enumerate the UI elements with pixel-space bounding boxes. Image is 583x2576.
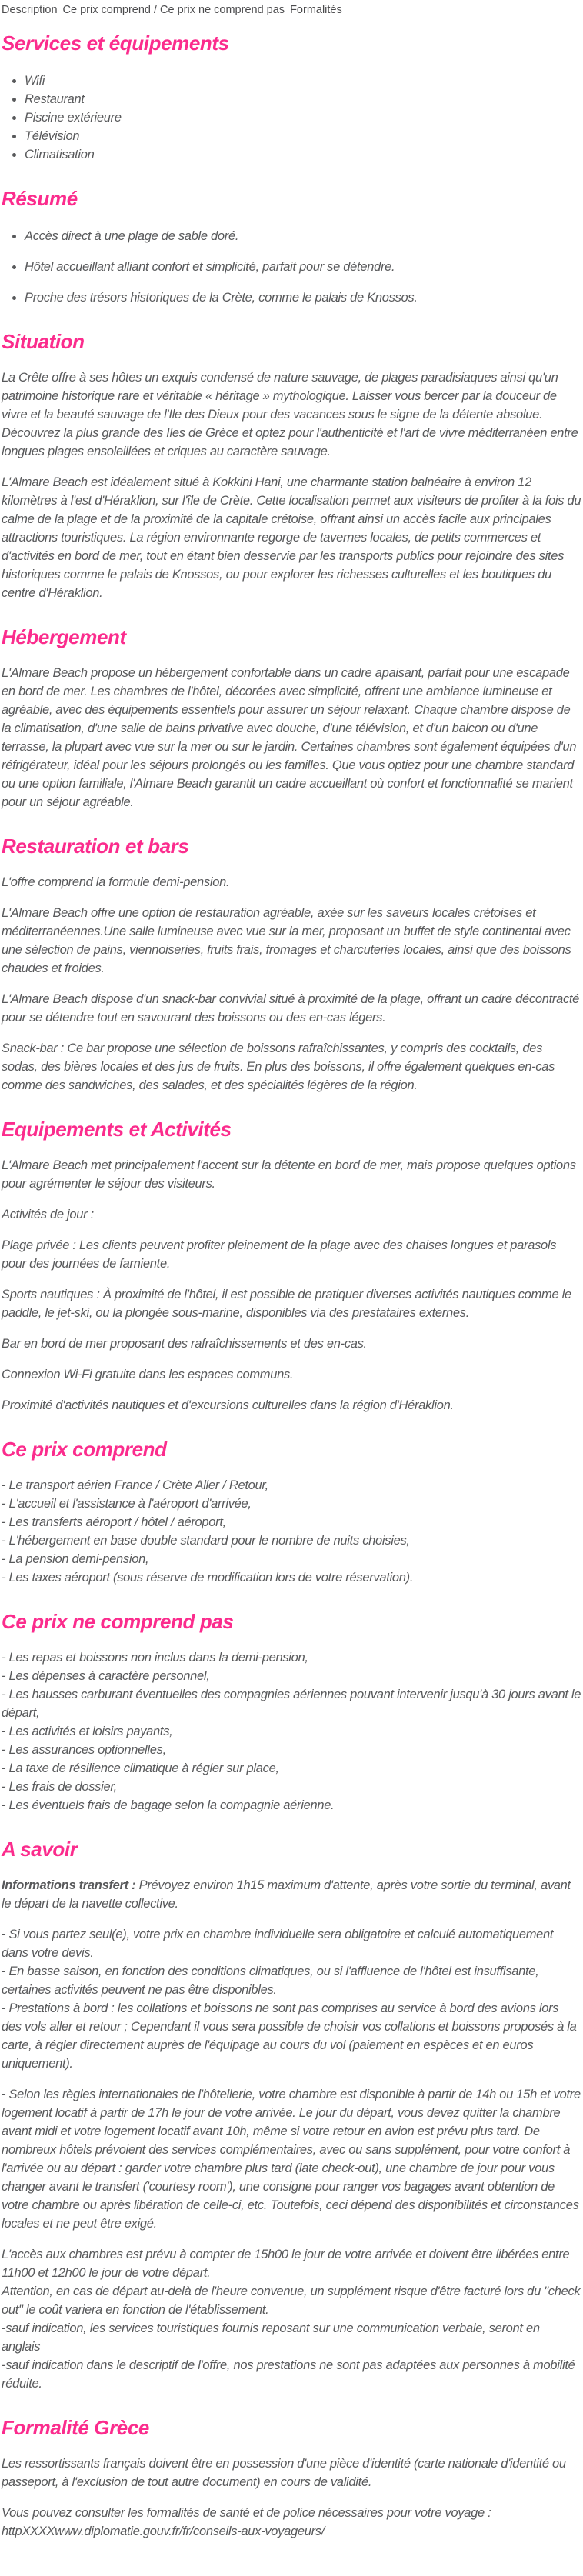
note-item: Attention, en cas de départ au-delà de l'heure convenue, un supplément risque d'être facturé lors du "check out" le coût variera en fonction de l'établissement. — [2, 2284, 581, 2317]
paragraph: Proximité d'activités nautiques et d'excursions culturelles dans la région d'Héraklion. — [2, 1398, 454, 1412]
section-title-services: Services et équipements — [2, 32, 229, 55]
section-title-hebergement: Hébergement — [2, 625, 126, 648]
list-item: - Les taxes aéroport (sous réserve de modification lors de votre réservation). — [2, 1571, 414, 1585]
list-item: - Les activités et loisirs payants, — [2, 1725, 173, 1738]
paragraph: Snack-bar : Ce bar propose une sélection de boissons rafraîchissantes, y compris des cocktails, des sodas, des bières locales et des jus de fruits. En plus des boissons, il offre également quelques en-cas comme des sandwiches, des salades, et des spécialités légères de la région. — [2, 1041, 555, 1092]
tab-description[interactable]: Description — [2, 4, 58, 16]
list-item: - La taxe de résilience climatique à régler sur place, — [2, 1761, 279, 1775]
travel-advice-text: Vous pouvez consulter les formalités de santé et de police nécessaires pour votre voyage : — [2, 2506, 491, 2520]
section-title-restauration: Restauration et bars — [2, 835, 189, 858]
paragraph: L'Almare Beach met principalement l'accent sur la détente en bord de mer, mais propose quelques options pour agrémenter le séjour des visiteurs. — [2, 1158, 576, 1191]
note-item: - En basse saison, en fonction des conditions climatiques, ou si l'affluence de l'hôtel est insuffisante, certaines activités peuvent ne pas être disponibles. — [2, 1964, 539, 1997]
list-item: • Accès direct à une plage de sable doré. — [25, 227, 581, 245]
list-item: - Le transport aérien France / Crète Aller / Retour, — [2, 1478, 268, 1492]
list-item: • Télévision — [25, 127, 581, 145]
list-item: - L'accueil et l'assistance à l'aéroport d'arrivée, — [2, 1497, 252, 1511]
paragraph: Bar en bord de mer proposant des rafraîchissements et des en-cas. — [2, 1337, 367, 1351]
paragraph: Sports nautiques : À proximité de l'hôtel, il est possible de pratiquer diverses activités nautiques comme le paddle, le jet-ski, ou la plongée sous-marine, disponibles via des prestataires externes. — [2, 1288, 571, 1320]
list-item: - La pension demi-pension, — [2, 1552, 149, 1566]
paragraph: L'Almare Beach dispose d'un snack-bar convivial situé à proximité de la plage, offrant un cadre décontracté pour se détendre tout en savourant des boissons ou des en-cas légers. — [2, 992, 580, 1025]
section-title-a-savoir: A savoir — [2, 1838, 78, 1861]
section-title-resume: Résumé — [2, 187, 78, 210]
resume-list — [2, 227, 581, 307]
list-item: • Piscine extérieure — [25, 108, 581, 127]
list-item: - Les frais de dossier, — [2, 1780, 117, 1794]
transfer-info-paragraph — [2, 1876, 581, 1913]
list-item: - Les assurances optionnelles, — [2, 1743, 166, 1757]
hotel-rules-paragraph: - Selon les règles internationales de l'hôtellerie, votre chambre est disponible à partir de 14h ou 15h et votre logement locatif à partir de 17h le jour de votre arrivée. Le jour du départ, vous devez quitter la chambre avant midi et votre logement locatif avant 10h, même si votre retour en avion est prévu plus tard. De nombreux hôtels prévoient des services complémentaires, avec ou sans supplément, pour votre confort à l'arrivée ou au départ : garder votre chambre plus tard (late check-out), une chambre de jour pour vous changer avant le transfert ('courtesy room'), une consigne pour ranger vos bagages avant obtention de votre chambre ou après libération de celle-ci, etc. Toutefois, ceci dépend des disponibilités et circonstances locales et ne peut être exigé. — [2, 2088, 581, 2231]
list-item: - Les dépenses à caractère personnel, — [2, 1669, 210, 1683]
list-item: • Wifi — [25, 72, 581, 90]
list-item: • Restaurant — [25, 90, 581, 108]
travel-advice — [2, 2504, 581, 2541]
transfer-info-label: Informations transfert : — [2, 1878, 136, 1892]
list-item: - Les repas et boissons non inclus dans la demi-pension, — [2, 1651, 308, 1665]
section-title-prix-comprend: Ce prix comprend — [2, 1438, 167, 1461]
section-title-equipements: Equipements et Activités — [2, 1118, 232, 1141]
paragraph: L'Almare Beach offre une option de restauration agréable, axée sur les saveurs locales crétoises et méditerranéennes.Une salle lumineuse avec vue sur la mer, proposant un buffet de style continental avec une sélection de pains, viennoiseries, fruits frais, fromages et charcuteries locales, ainsi que des boissons chaudes et froides. — [2, 906, 571, 975]
list-item: - Les hausses carburant éventuelles des compagnies aériennes pouvant intervenir jusqu'à 30 jours avant le départ, — [2, 1688, 581, 1720]
section-title-prix-ne-comprend-pas: Ce prix ne comprend pas — [2, 1610, 234, 1633]
tab-prix-comprend[interactable]: Ce prix comprend / Ce prix ne comprend pas — [62, 4, 285, 16]
tab-bar — [2, 3, 581, 18]
section-title-formalites: Formalité Grèce — [2, 2416, 149, 2439]
note-item: - Si vous partez seul(e), votre prix en chambre individuelle sera obligatoire et calculé automatiquement dans votre devis. — [2, 1928, 554, 1960]
section-title-situation: Situation — [2, 330, 85, 353]
note-item: -sauf indication, les services touristiques fournis reposant sur une communication verbale, seront en anglais — [2, 2321, 540, 2354]
paragraph: Plage privée : Les clients peuvent profiter pleinement de la plage avec des chaises longues et parasols pour des journées de farniente. — [2, 1238, 557, 1271]
paragraph: Activités de jour : — [2, 1208, 94, 1221]
paragraph: La Crête offre à ses hôtes un exquis condensé de nature sauvage, de plages paradisiaques ainsi qu'un patrimoine historique rare et véritable « héritage » mythologique. Laisser vous bercer par la douceur de vivre et la beauté sauvage de l'Ile des Dieux pour des vacances sous le signe de la détente absolue. Découvrez la plus grande des Iles de Grèce et optez pour l'authenticité et l'art de vivre méditerranéen entre longues plages ensoleillées et criques au caractère sauvage. — [2, 371, 578, 458]
prix-ne-comprend-pas-list — [2, 1648, 581, 1815]
paragraph: Connexion Wi-Fi gratuite dans les espaces communs. — [2, 1368, 294, 1381]
prix-comprend-list — [2, 1476, 581, 1587]
list-item: • Climatisation — [25, 145, 581, 164]
description-content — [2, 32, 581, 2541]
list-item: • Proche des trésors historiques de la Crète, comme le palais de Knossos. — [25, 288, 581, 307]
services-list — [2, 72, 581, 164]
notes-block-1 — [2, 1925, 581, 2073]
note-item: L'accès aux chambres est prévu à compter de 15h00 le jour de votre arrivée et doivent être libérées entre 11h00 et 12h00 le jour de votre départ. — [2, 2248, 570, 2280]
note-item: -sauf indication dans le descriptif de l'offre, nos prestations ne sont pas adaptées aux personnes à mobilité réduite. — [2, 2358, 575, 2391]
travel-advice-url: httpXXXXwww.diplomatie.gouv.fr/fr/conseils-aux-voyageurs/ — [2, 2524, 325, 2538]
tab-formalites[interactable]: Formalités — [290, 4, 342, 16]
list-item: • Hôtel accueillant alliant confort et simplicité, parfait pour se détendre. — [25, 258, 581, 276]
paragraph: L'Almare Beach est idéalement situé à Kokkini Hani, une charmante station balnéaire à environ 12 kilomètres à l'est d'Héraklion, sur l'île de Crète. Cette localisation permet aux visiteurs de profiter à la fois du calme de la plage et de la proximité de la capitale crétoise, offrant ainsi un accès facile aux principales attractions touristiques. La région environnante regorge de tavernes locales, de petits commerces et d'activités en bord de mer, tout en étant bien desservie par les transports publics pour rejoindre des sites historiques comme le palais de Knossos, ou pour explorer les richesses culturelles et les boutiques du centre d'Héraklion. — [2, 475, 581, 600]
transfer-info-text: Prévoyez environ 1h15 maximum d'attente, après votre sortie du terminal, avant le départ de la navette collective. — [2, 1878, 571, 1911]
notes-block-2 — [2, 2245, 581, 2393]
note-item: - Prestations à bord : les collations et boissons ne sont pas comprises au service à bord des avions lors des vols aller et retour ; Cependant il vous sera possible de choisir vos collations et boissons proposés à la carte, à régler directement auprès de l'équipage au cours du vol (paiement en espèces et en euros uniquement). — [2, 2001, 577, 2071]
list-item: - Les transferts aéroport / hôtel / aéroport, — [2, 1515, 226, 1529]
paragraph: L'Almare Beach propose un hébergement confortable dans un cadre apaisant, parfait pour une escapade en bord de mer. Les chambres de l'hôtel, décorées avec simplicité, offrent une ambiance lumineuse et agréable, avec des équipements essentiels pour assurer un séjour relaxant. Chaque chambre dispose de la climatisation, d'une salle de bains privative avec douche, d'une télévision, et d'un balcon ou d'une terrasse, la plupart avec vue sur la mer ou sur le jardin. Certaines chambres sont également équipées d'un réfrigérateur, idéal pour les séjours prolongés ou les familles. Que vous optiez pour une chambre standard ou une option familiale, l'Almare Beach garantit un cadre accueillant où confort et fonctionnalité se marient pour un séjour agréable. — [2, 666, 577, 809]
paragraph: Les ressortissants français doivent être en possession d'une pièce d'identité (carte nationale d'identité ou passeport, à l'exclusion de tout autre document) en cours de validité. — [2, 2457, 566, 2489]
list-item: - Les éventuels frais de bagage selon la compagnie aérienne. — [2, 1798, 335, 1812]
list-item: - L'hébergement en base double standard pour le nombre de nuits choisies, — [2, 1534, 410, 1548]
paragraph: L'offre comprend la formule demi-pension. — [2, 875, 230, 889]
